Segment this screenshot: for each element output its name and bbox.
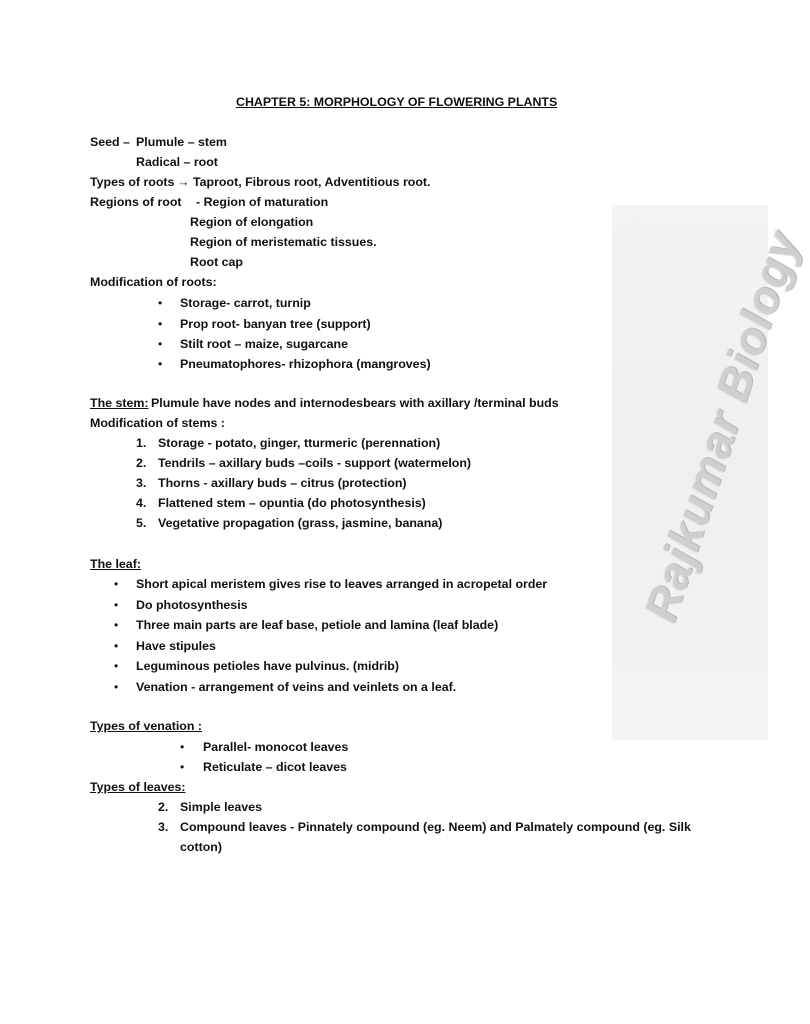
types-of-roots-text: Taproot, Fibrous root, Adventitious root. [193,175,431,189]
bullet-icon: • [114,659,119,673]
bullet-icon: • [114,639,119,653]
stem-modification-item: Storage - potato, ginger, tturmeric (perennation) [158,436,441,450]
list-number: 3. [136,476,147,490]
leaves-item: Simple leaves [180,800,262,814]
seed-line-2: Radical – root [136,155,218,169]
list-number: 3. [158,820,169,834]
regions-of-root-label: Regions of root [90,195,182,209]
regions-item: Region of meristematic tissues. [190,235,377,249]
leaf-item: Three main parts are leaf base, petiole and lamina (leaf blade) [136,618,499,632]
leaf-item: Leguminous petioles have pulvinus. (midrib) [136,659,399,673]
types-of-roots-label: Types of roots [90,175,175,189]
page-title: CHAPTER 5: MORPHOLOGY OF FLOWERING PLANTS [236,95,558,109]
root-modification-item: Storage- carrot, turnip [180,296,311,310]
regions-item: Region of elongation [190,215,314,229]
stem-modification-item: Thorns - axillary buds – citrus (protection) [158,476,407,490]
list-number: 5. [136,516,147,530]
leaves-label: Types of leaves: [90,780,186,794]
bullet-icon: • [114,680,119,694]
seed-line-1: Plumule – stem [136,135,227,149]
venation-item: Reticulate – dicot leaves [203,760,347,774]
bullet-icon: • [158,317,163,331]
bullet-icon: • [114,577,119,591]
watermark-text: Rajkumar Biology [633,224,810,628]
bullet-icon: • [114,598,119,612]
bullet-icon: • [180,760,185,774]
root-modification-item: Pneumatophores- rhizophora (mangroves) [180,357,431,371]
leaves-item: Compound leaves - Pinnately compound (eg. Neem) and Palmately compound (eg. Silk [180,820,691,834]
seed-label: Seed – [90,135,130,149]
modification-of-roots-label: Modification of roots: [90,275,217,289]
stem-modification-item: Tendrils – axillary buds –coils - support (watermelon) [158,456,472,470]
leaf-item: Venation - arrangement of veins and veinlets on a leaf. [136,680,457,694]
stem-modification-item: Vegetative propagation (grass, jasmine, banana) [158,516,443,530]
leaf-item: Have stipules [136,639,216,653]
venation-item: Parallel- monocot leaves [203,740,349,754]
stem-text: Plumule have nodes and internodesbears with axillary /terminal buds [151,396,559,410]
list-number: 2. [158,800,169,814]
venation-label: Types of venation : [90,719,202,733]
list-number: 4. [136,496,147,510]
leaves-item-continuation: cotton) [180,840,222,854]
leaf-item: Do photosynthesis [136,598,248,612]
list-number: 2. [136,456,147,470]
leaf-item: Short apical meristem gives rise to leaves arranged in acropetal order [136,577,548,591]
bullet-icon: • [114,618,119,632]
regions-item: Root cap [190,255,244,269]
arrow-icon: → [177,175,190,189]
modification-of-stems-label: Modification of stems : [90,416,225,430]
leaf-label: The leaf: [90,557,141,571]
regions-item: - Region of maturation [196,195,329,209]
bullet-icon: • [180,740,185,754]
stem-label: The stem: [90,396,149,410]
bullet-icon: • [158,357,163,371]
bullet-icon: • [158,337,163,351]
root-modification-item: Stilt root – maize, sugarcane [180,337,349,351]
root-modification-item: Prop root- banyan tree (support) [180,317,371,331]
stem-modification-item: Flattened stem – opuntia (do photosynthesis) [158,496,426,510]
bullet-icon: • [158,296,163,310]
list-number: 1. [136,436,147,450]
